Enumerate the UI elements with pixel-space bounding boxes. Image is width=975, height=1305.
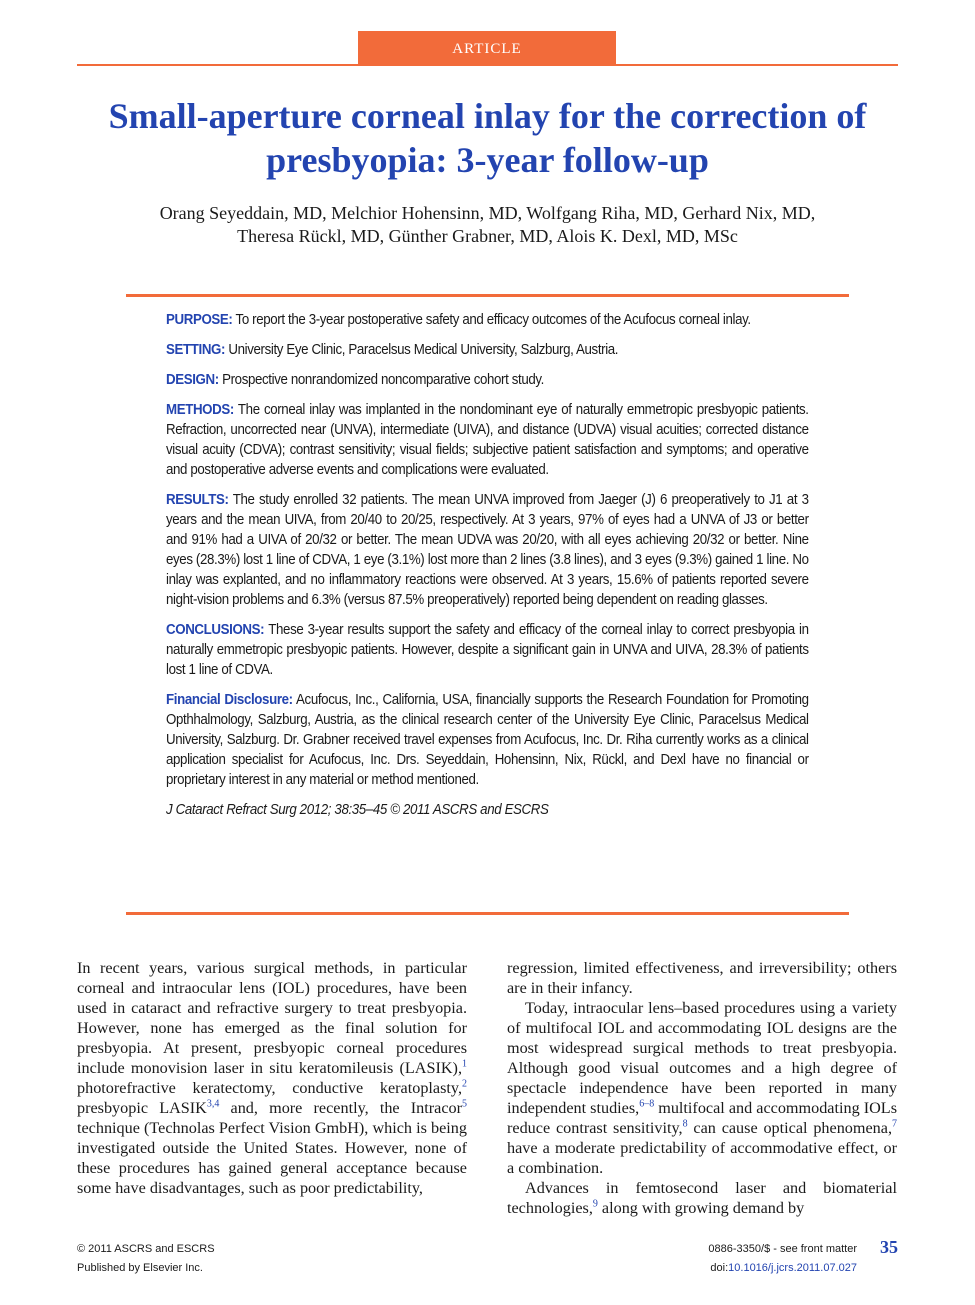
abstract: [166, 310, 809, 830]
design-label: DESIGN:: [166, 372, 219, 388]
reference-link[interactable]: 6–8: [639, 1098, 655, 1110]
doi-prefix: doi:: [710, 1262, 729, 1274]
purpose-label: PURPOSE:: [166, 312, 233, 328]
journal-citation: J Cataract Refract Surg 2012; 38:35–45 © 2011 ASCRS and ESCRS: [166, 802, 549, 818]
methods-text: The corneal inlay was implanted in the nondominant eye of naturally emmetropic presbyopic patients. Refraction, uncorrected near (UNVA), intermediate (UIVA), and distance (UDVA) visual acuities; corrected distance visual acuity (CDVA); contrast sensitivity; visual fields; subjective patient satisfaction and symptoms; and operative and postoperative adverse events and complications were evaluated.: [166, 402, 809, 478]
reference-link[interactable]: 2: [462, 1078, 467, 1090]
body-text: and, more recently, the Intracor: [219, 1099, 462, 1117]
publisher-line: Published by Elsevier Inc.: [77, 1262, 203, 1274]
abstract-bottom-rule: [126, 912, 849, 915]
abstract-design: [166, 370, 809, 390]
body-text: In recent years, various surgical methods, in particular corneal and intraocular lens (IOL) procedures, have been used in cataract and refractive surgery to treat presbyopia. However, none has emerged as the final solution for presbyopia. At present, presbyopic corneal procedures include monovision laser in situ keratomileusis (LASIK),: [77, 959, 467, 1077]
disclosure-text: Acufocus, Inc., California, USA, financially supports the Research Foundation for Promoting Opthhalmology, Salzburg, Austria, as the clinical research center of the University Eye Clinic, Paracelsus Medical University, Salzburg. Dr. Grabner received travel expenses from Acufocus, Inc. Dr. Riha currently works as a clinical application specialist for Acufocus, Inc. Drs. Seyeddain, Hohensinn, Nix, Rückl, and Dexl have no financial or proprietary interest in any material or method mentioned.: [166, 692, 809, 788]
results-text: The study enrolled 32 patients. The mean UNVA improved from Jaeger (J) 6 preoperatively to J1 at 3 years and the mean UIVA, from 20/40 to 20/25, respectively. At 3 years, 97% of eyes had a UNVA of J3 or better and 91% had a UIVA of 20/32 or better. The mean UDVA was 20/20, with all eyes achieving 20/32 or better. Nine eyes (28.3%) lost 1 line of CDVA, 1 eye (3.1%) lost more than 2 lines (3.8 lines), and 3 eyes (9.3%) gained 1 line. No inlay was explanted, and no inflammatory reactions were observed. At 3 years, 15.6% of patients reported severe night-vision problems and 6.3% (versus 87.5% preoperatively) reported being dependent on reading glasses.: [166, 492, 809, 608]
reference-link[interactable]: 9: [592, 1198, 598, 1210]
copyright-line: © 2011 ASCRS and ESCRS: [77, 1243, 215, 1255]
body-text: presbyopic LASIK: [77, 1099, 207, 1117]
author-line-1: Orang Seyeddain, MD, Melchior Hohensinn, MD, Wolfgang Riha, MD, Gerhard Nix, MD,: [159, 203, 816, 223]
body-text: Advances in femtosecond laser and biomaterial technologies,: [507, 1179, 897, 1217]
body-text: can cause optical phenomena,: [687, 1119, 893, 1137]
advances-paragraph: [507, 1178, 897, 1218]
conclusions-label: CONCLUSIONS:: [166, 622, 265, 638]
author-list: [100, 202, 875, 248]
purpose-text: To report the 3-year postoperative safety and efficacy outcomes of the Acufocus corneal inlay.: [232, 312, 751, 328]
article-type-tab: ARTICLE: [358, 31, 616, 65]
iol-paragraph: [507, 998, 897, 1178]
continued-paragraph: regression, limited effectiveness, and irreversibility; others are in their infancy.: [507, 959, 897, 997]
disclosure-label: Financial Disclosure:: [166, 692, 293, 708]
methods-label: METHODS:: [166, 402, 234, 418]
results-label: RESULTS:: [166, 492, 229, 508]
setting-text: University Eye Clinic, Paracelsus Medical University, Salzburg, Austria.: [225, 342, 619, 358]
conclusions-text: These 3-year results support the safety and efficacy of the corneal inlay to correct presbyopia in naturally emmetropic presbyopic patients. However, despite a significant gain in UNVA and UIVA, 28.3% of patients lost 1 line of CDVA.: [166, 622, 809, 678]
abstract-top-rule: [126, 294, 849, 297]
doi-link[interactable]: 10.1016/j.jcrs.2011.07.027: [728, 1262, 857, 1274]
abstract-conclusions: [166, 620, 809, 680]
design-text: Prospective nonrandomized noncomparative cohort study.: [218, 372, 545, 388]
body-text: photorefractive keratectomy, conductive keratoplasty,: [77, 1079, 462, 1097]
abstract-setting: [166, 340, 809, 360]
body-text: Today, intraocular lens–based procedures using a variety of multifocal IOL and accommodating IOL designs are the most widespread surgical methods to treat presbyopia. Although good visual outcomes and a high degree of spectacle independence have been reported in many independent studies,: [507, 999, 897, 1117]
setting-label: SETTING:: [166, 342, 226, 358]
reference-link[interactable]: 1: [462, 1058, 467, 1070]
abstract-purpose: [166, 310, 809, 330]
body-text: along with growing demand by: [597, 1199, 805, 1217]
body-text: technique (Technolas Perfect Vision GmbH), which is being investigated outside the United States. However, none of these procedures has gained general acceptance because some have disadvantages, such as poor predictability,: [77, 1119, 467, 1197]
doi-line: [708, 1259, 857, 1278]
intro-paragraph: [77, 958, 467, 1198]
footer-left: [77, 1240, 215, 1278]
reference-link[interactable]: 7: [892, 1118, 898, 1130]
abstract-results: [166, 490, 809, 610]
abstract-methods: [166, 400, 809, 480]
reference-link[interactable]: 8: [682, 1118, 688, 1130]
article-title: Small-aperture corneal inlay for the correction of presbyopia: 3-year follow-up: [108, 96, 867, 180]
footer-right: [708, 1240, 857, 1278]
reference-link[interactable]: 3,4: [206, 1098, 220, 1110]
page-number: 35: [880, 1237, 898, 1257]
body-text: multifocal and accommodating IOLs reduce contrast sensitivity,: [507, 1099, 897, 1137]
header-rule: [77, 64, 898, 66]
body-column-right: [507, 958, 897, 1218]
author-line-2: Theresa Rückl, MD, Günther Grabner, MD, Alois K. Dexl, MD, MSc: [237, 226, 738, 246]
body-text: have a moderate predictability of accommodative effect, or a combination.: [507, 1139, 897, 1177]
reference-link[interactable]: 5: [462, 1098, 467, 1110]
issn-line: 0886-3350/$ - see front matter: [708, 1243, 857, 1255]
abstract-disclosure: [166, 690, 809, 790]
body-column-left: [77, 958, 467, 1198]
